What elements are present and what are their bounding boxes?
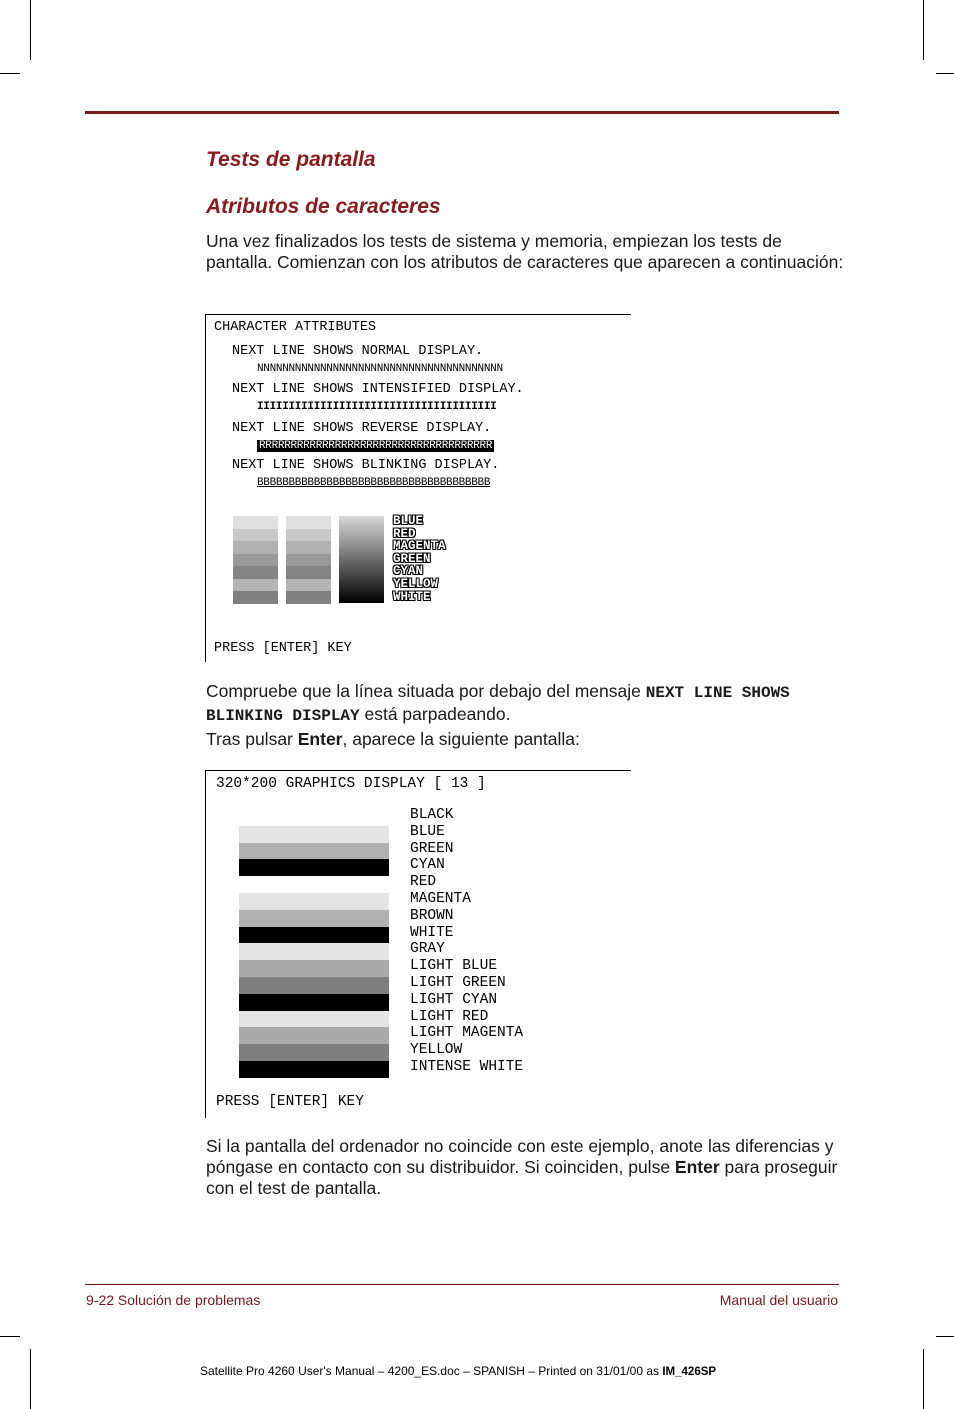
print-info-text: Satellite Pro 4260 User's Manual – 4200_ES.doc – SPANISH – Printed on 31/01/00 as — [200, 1364, 663, 1378]
shade-bar — [286, 529, 331, 542]
graphics-shade-bar — [239, 1027, 389, 1044]
press-enter-prompt: PRESS [ENTER] KEY — [214, 641, 352, 656]
closing-paragraph — [206, 1136, 846, 1199]
closing-before: Si la pantalla del ordenador no coincide con este ejemplo, anote las diferencias y póngase en contacto con su distribuidor. Si coinciden, pulse — [206, 1136, 834, 1177]
color-name: MAGENTA — [393, 539, 446, 554]
normal-display-line: NNNNNNNNNNNNNNNNNNNNNNNNNNNNNNNNNNNNNNN — [257, 363, 503, 375]
color-name: CYAN — [393, 564, 424, 579]
shade-bar — [286, 554, 331, 567]
graphics-color-name: CYAN — [410, 857, 445, 874]
graphics-shade-bar — [239, 943, 389, 960]
reverse-display-line: RRRRRRRRRRRRRRRRRRRRRRRRRRRRRRRRRRRRR — [259, 440, 493, 452]
blinking-display-label: NEXT LINE SHOWS BLINKING DISPLAY. — [232, 458, 500, 473]
crop-mark — [30, 0, 31, 60]
intensified-display-label: NEXT LINE SHOWS INTENSIFIED DISPLAY. — [232, 382, 524, 397]
print-info-code: IM_426SP — [662, 1366, 717, 1378]
shade-bar — [233, 516, 278, 529]
shade-bar — [233, 566, 278, 579]
graphics-shade-bar — [239, 843, 389, 860]
shade-bar — [233, 591, 278, 604]
graphics-color-name: MAGENTA — [410, 891, 471, 907]
graphics-color-name: YELLOW — [410, 1042, 463, 1059]
graphics-shade-bar — [239, 977, 389, 994]
screen-title: 320*200 GRAPHICS DISPLAY [ 13 ] — [216, 776, 486, 792]
print-info — [200, 1364, 716, 1378]
graphics-shade-bar — [239, 893, 389, 910]
graphics-shade-bar — [239, 876, 389, 893]
shade-bar — [233, 541, 278, 554]
after-enter-paragraph — [206, 729, 846, 750]
color-name: BLUE — [393, 514, 424, 528]
press-enter-prompt: PRESS [ENTER] KEY — [216, 1094, 364, 1110]
graphics-display-screen — [205, 770, 631, 1118]
check-paragraph — [206, 681, 846, 727]
header-rule — [85, 111, 839, 114]
graphics-color-name: RED — [410, 874, 437, 891]
graphics-color-name: GRAY — [410, 941, 445, 958]
graphics-shade-bar — [239, 1044, 389, 1061]
shade-bar — [233, 579, 278, 592]
graphics-color-name: BLUE — [410, 823, 445, 840]
check-text-before: Compruebe que la línea situada por debajo del mensaje — [206, 681, 646, 701]
gradient-bar — [339, 516, 384, 603]
enter-key-label: Enter — [674, 1157, 720, 1177]
character-attributes-screen — [205, 314, 631, 662]
shade-bar — [286, 541, 331, 554]
graphics-color-name: LIGHT CYAN — [410, 991, 498, 1008]
check-text-after: está parpadeando. — [359, 704, 511, 724]
crop-mark — [30, 1349, 31, 1409]
screen-title: CHARACTER ATTRIBUTES — [214, 320, 377, 335]
section-heading: Tests de pantalla — [206, 148, 376, 171]
graphics-color-name: LIGHT BLUE — [410, 958, 498, 975]
blinking-display-line: BBBBBBBBBBBBBBBBBBBBBBBBBBBBBBBBBBBBB — [257, 477, 491, 489]
graphics-color-name: LIGHT GREEN — [410, 975, 506, 991]
enter-key-label: Enter — [297, 729, 343, 749]
graphics-color-name: BLACK — [410, 807, 454, 823]
graphics-shade-bar — [239, 910, 389, 927]
color-name: GREEN — [393, 551, 431, 566]
graphics-color-name: INTENSE WHITE — [410, 1059, 524, 1075]
subsection-heading: Atributos de caracteres — [206, 195, 441, 218]
color-name: RED — [393, 526, 416, 541]
color-name: WHITE — [393, 589, 431, 604]
graphics-shade-bar — [239, 1061, 389, 1078]
shade-bar — [286, 516, 331, 529]
footer-rule — [85, 1284, 839, 1285]
shade-bar — [233, 529, 278, 542]
crop-mark — [0, 73, 20, 74]
graphics-color-name: LIGHT MAGENTA — [410, 1025, 524, 1042]
graphics-color-name: BROWN — [410, 907, 454, 924]
footer-left: 9-22 Solución de problemas — [86, 1292, 261, 1308]
graphics-shade-bar — [239, 960, 389, 977]
graphics-shade-bar — [239, 927, 389, 944]
graphics-color-name: LIGHT RED — [410, 1008, 489, 1025]
graphics-shade-bar — [239, 994, 389, 1011]
crop-mark — [936, 73, 954, 74]
crop-mark — [936, 1336, 954, 1337]
shade-bar — [233, 554, 278, 567]
crop-mark — [923, 1349, 924, 1409]
graphics-color-name: WHITE — [410, 924, 454, 941]
crop-mark — [0, 1336, 20, 1337]
shade-bar — [286, 591, 331, 604]
color-name: YELLOW — [393, 576, 439, 591]
check-text-code: NEXT LINE SHOWS BLINKING DISPLAY — [206, 684, 790, 725]
intro-paragraph: Una vez finalizados los tests de sistema y memoria, empiezan los tests de pantalla. Comienzan con los atributos de caracteres que aparecen a continuación: — [206, 231, 844, 272]
graphics-shade-bar — [239, 809, 389, 826]
crop-mark — [923, 0, 924, 60]
graphics-shade-bar — [239, 826, 389, 843]
footer-right: Manual del usuario — [719, 1292, 838, 1308]
after-enter-before: Tras pulsar — [206, 729, 298, 749]
graphics-shade-bar — [239, 859, 389, 876]
reverse-display-label: NEXT LINE SHOWS REVERSE DISPLAY. — [232, 421, 492, 436]
shade-bar — [286, 566, 331, 579]
after-enter-after: , aparece la siguiente pantalla: — [342, 729, 580, 749]
color-name-list — [393, 515, 446, 603]
closing-after: para proseguir con el test de pantalla. — [206, 1157, 838, 1198]
graphics-color-name: GREEN — [410, 840, 454, 857]
intensified-display-line: IIIIIIIIIIIIIIIIIIIIIIIIIIIIIIIIIIIIII — [257, 401, 497, 413]
graphics-shade-bar — [239, 1011, 389, 1028]
shade-bar — [286, 579, 331, 592]
normal-display-label: NEXT LINE SHOWS NORMAL DISPLAY. — [232, 344, 484, 359]
